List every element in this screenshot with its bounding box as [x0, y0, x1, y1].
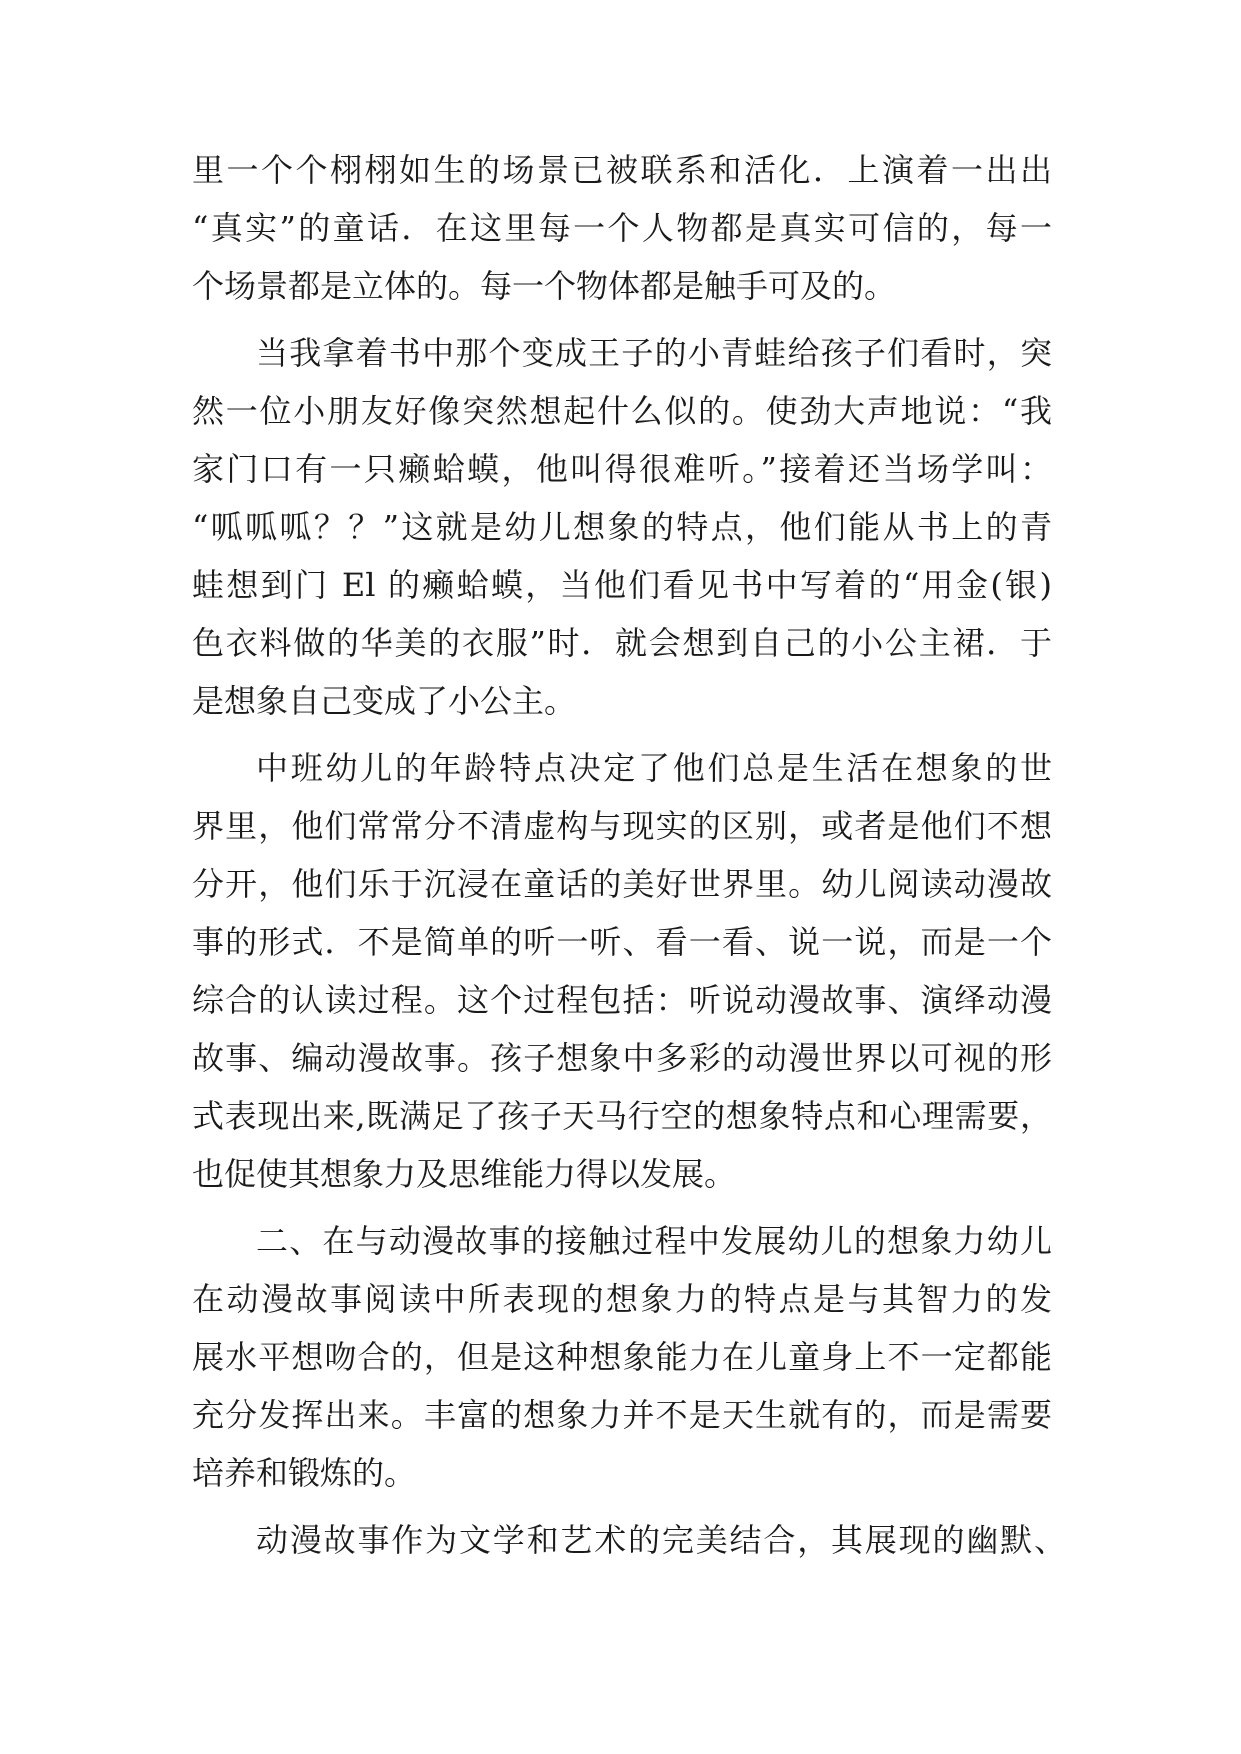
paragraph-line: 充分发挥出来。丰富的想象力并不是天生就有的，而是需要 — [192, 1396, 1052, 1434]
paragraph-line: 也促使其想象力及思维能力得以发展。 — [192, 1155, 737, 1193]
paragraph-line: 里一个个栩栩如生的场景已被联系和活化．上演着一出出 — [192, 151, 1052, 189]
paragraph-line: 是想象自己变成了小公主。 — [192, 682, 577, 720]
paragraph-line: 色衣料做的华美的衣服”时．就会想到自己的小公主裙．于 — [192, 624, 1052, 662]
paragraph-line: 界里，他们常常分不清虚构与现实的区别，或者是他们不想 — [192, 807, 1052, 845]
paragraph-line: 蛙想到门 El 的癞蛤蟆，当他们看见书中写着的“用金(银) — [192, 566, 1052, 604]
paragraph-line: 当我拿着书中那个变成王子的小青蛙给孩子们看时，突 — [256, 334, 1052, 372]
paragraph-line: “呱呱呱？？”这就是幼儿想象的特点，他们能从书上的青 — [192, 508, 1052, 546]
paragraph-line: 培养和锻炼的。 — [192, 1454, 417, 1492]
paragraph-line: 展水平想吻合的，但是这种想象能力在儿童身上不一定都能 — [192, 1338, 1052, 1376]
paragraph-line: 个场景都是立体的。每一个物体都是触手可及的。 — [192, 267, 897, 305]
paragraph-line: 故事、编动漫故事。孩子想象中多彩的动漫世界以可视的形 — [192, 1039, 1052, 1077]
paragraph-line: 中班幼儿的年龄特点决定了他们总是生活在想象的世 — [256, 749, 1052, 787]
paragraph-line: 二、在与动漫故事的接触过程中发展幼儿的想象力幼儿 — [256, 1222, 1052, 1260]
paragraph-line: 在动漫故事阅读中所表现的想象力的特点是与其智力的发 — [192, 1280, 1052, 1318]
paragraph-line: “真实”的童话．在这里每一个人物都是真实可信的，每一 — [192, 209, 1052, 247]
paragraph-line: 动漫故事作为文学和艺术的完美结合，其展现的幽默、 — [256, 1521, 1066, 1559]
paragraph-line: 事的形式．不是简单的听一听、看一看、说一说，而是一个 — [192, 923, 1052, 961]
paragraph-line: 然一位小朋友好像突然想起什么似的。使劲大声地说：“我 — [192, 392, 1052, 430]
paragraph-line: 分开，他们乐于沉浸在童话的美好世界里。幼儿阅读动漫故 — [192, 865, 1052, 903]
paragraph-line: 式表现出来,既满足了孩子天马行空的想象特点和心理需要， — [192, 1097, 1052, 1135]
paragraph-line: 家门口有一只癞蛤蟆，他叫得很难听。”接着还当场学叫： — [192, 450, 1052, 488]
paragraph-line: 综合的认读过程。这个过程包括：听说动漫故事、演绎动漫 — [192, 981, 1052, 1019]
